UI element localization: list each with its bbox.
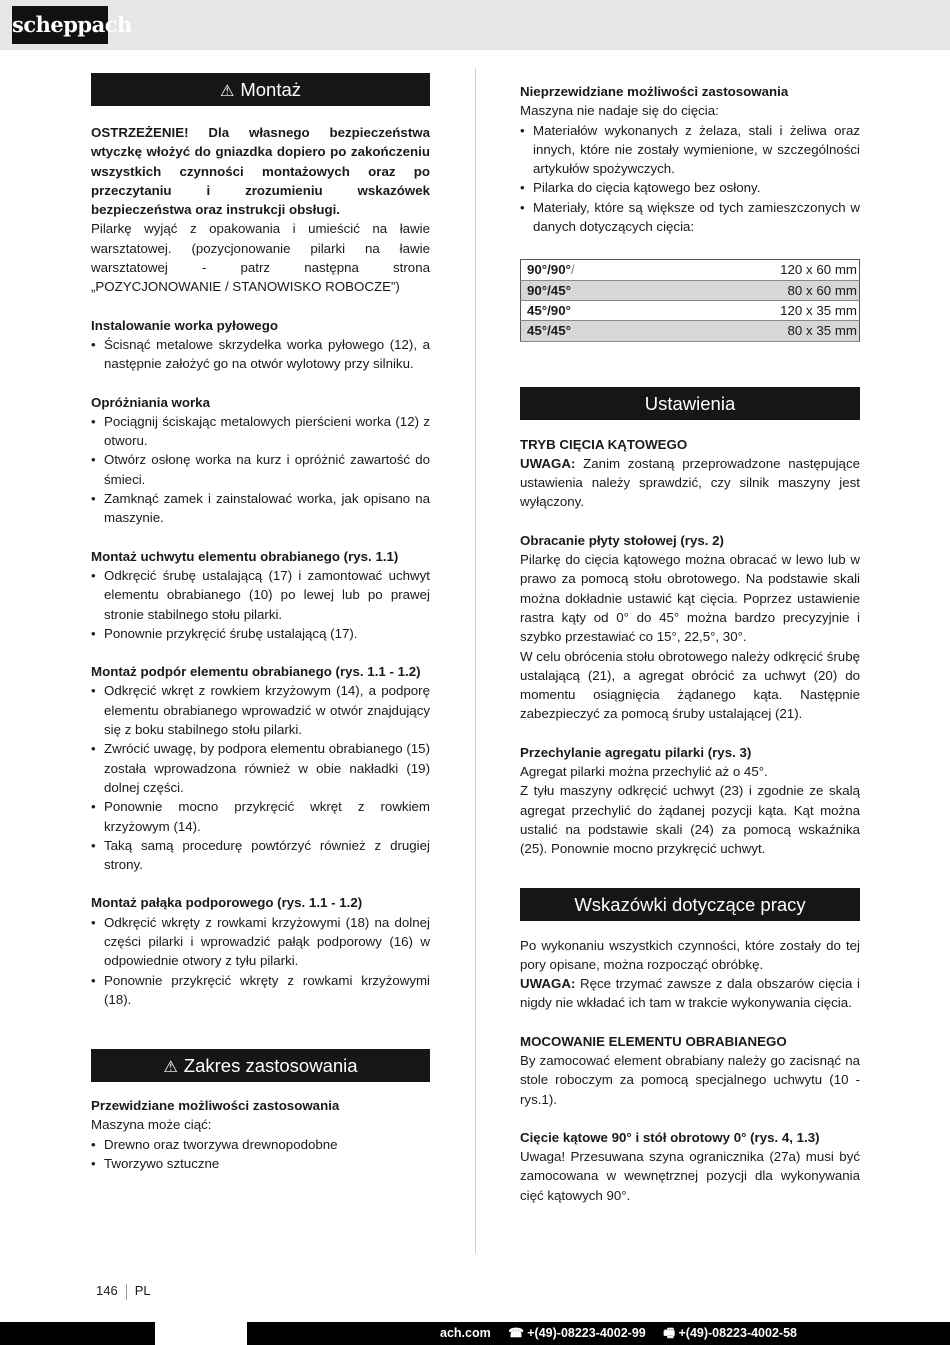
list-palak	[91, 913, 430, 1009]
table-cell: 90°/45°	[521, 280, 655, 300]
subheading-nieprzewidziane: Nieprzewidziane możliwości zastosowania	[520, 84, 789, 99]
intro-paragraph: Pilarkę wyjąć z opakowania i umieścić na ławie warsztatowej. (pozycjonowanie pilarki na ławie warsztatowej - patrz następna strona „POZYCJONOWANIE / STANOWISKO ROBOCZE”)	[91, 221, 430, 295]
subheading-przechylanie: Przechylanie agregatu pilarki (rys. 3)	[520, 744, 752, 760]
section-header-ustawienia	[520, 387, 860, 420]
list-item: • Taką samą procedurę powtórzyć również z drugiej strony.	[91, 836, 430, 875]
contact-info	[440, 1322, 811, 1345]
brand-logo: scheppach	[12, 6, 108, 44]
bottom-bar-white-block	[155, 1322, 247, 1345]
warning-text: OSTRZEŻENIE! Dla własnego bezpieczeństwa wtyczkę włożyć do gniazdka dopiero po zakończeniu wszystkich czynności montażowych oraz po przeczytaniu i zrozumieniu wskazówek bezpieczeństwa oraz instrukcji obsługi.	[91, 125, 430, 218]
list-item: • Odkręcić wkręt z rowkiem krzyżowym (14), a podporę elementu obrabianego wprowadzić w otwór znajdujący się z boku stabilnego stołu pilarki.	[91, 681, 430, 739]
cutting-capacity-table	[520, 259, 860, 341]
subheading-worek: Instalowanie worka pyłowego	[91, 317, 278, 333]
subheading-oproznianie: Opróżniania worka	[91, 394, 210, 410]
top-bar	[0, 0, 950, 50]
table-cell: 80 x 60 mm	[655, 280, 860, 300]
angle-value: 90°/90°	[527, 262, 571, 278]
left-column	[91, 73, 430, 1173]
table-cell	[521, 260, 655, 280]
column-divider	[475, 68, 476, 1253]
section-title: Wskazówki dotyczące pracy	[574, 893, 806, 915]
list-item: • Odkręcić wkręty z rowkami krzyżowymi (18) na dolnej części pilarki i wprowadzić pałąk podporowy (16) w odpowiednie otwory z tyłu pilarki.	[91, 913, 430, 971]
note-label: UWAGA:	[520, 455, 576, 471]
paragraph: Maszyna może ciąć:	[91, 1117, 212, 1133]
note-text: Zanim zostaną przeprowadzone następujące ustawienia należy sprawdzić, czy silnik maszyny jest wyłączony.	[520, 455, 860, 510]
fax-text: 🖷 +(49)-08223-4002-58	[663, 1326, 797, 1340]
table-cell: 120 x 60 mm	[655, 260, 860, 280]
website-text: ach.com	[440, 1326, 491, 1340]
table-cell: 45°/90°	[521, 300, 655, 320]
list-item: • Ścisnąć metalowe skrzydełka worka pyłowego (12), a następnie założyć go na otwór wylotowy przy silniku.	[91, 335, 430, 374]
table-cell: 120 x 35 mm	[655, 300, 860, 320]
page-footer	[96, 1281, 151, 1300]
paragraph: By zamocować element obrabiany należy go zacisnąć na stole roboczym za pomocą specjalnego uchwytu (10 - rys.1).	[520, 1052, 860, 1107]
list-oproznianie	[91, 412, 430, 528]
footer-separator	[126, 1284, 127, 1300]
warning-triangle-icon: ⚠	[219, 83, 235, 100]
list-item: • Materiałów wykonanych z żelaza, stali i żeliwa oraz innych, które nie zostały wymienione, w szczególności artykułów spożywczych.	[520, 121, 860, 179]
table-row	[521, 260, 860, 280]
paragraph: Po wykonaniu wszystkich czynności, które zostały do tej pory opisane, można rozpocząć obróbkę.	[520, 937, 860, 972]
table-row	[521, 280, 860, 300]
bottom-bar	[0, 1322, 950, 1345]
subheading-mocowanie: MOCOWANIE ELEMENTU OBRABIANEGO	[520, 1033, 787, 1049]
angle-suffix: /	[570, 262, 575, 278]
list-item: • Pociągnij ściskając metalowych pierścieni worka (12) z otworu.	[91, 412, 430, 451]
section-title: Ustawienia	[644, 392, 736, 414]
page-number: 146	[96, 1283, 118, 1298]
subheading-ciecie: Cięcie kątowe 90° i stół obrotowy 0° (rys. 4, 1.3)	[520, 1129, 820, 1145]
list-item: • Ponownie przykręcić wkręty z rowkami krzyżowymi (18).	[91, 971, 430, 1010]
paragraph	[520, 974, 860, 1013]
subheading-podpory: Montaż podpór elementu obrabianego (rys. 1.1 - 1.2)	[91, 664, 421, 680]
subheading-przewidziane: Przewidziane możliwości zastosowania	[91, 1098, 340, 1114]
list-item: • Odkręcić śrubę ustalającą (17) i zamontować uchwyt elementu obrabianego (10) po lewej lub po prawej stronie stabilnego stołu pilarki.	[91, 566, 430, 624]
paragraph: Uwaga! Przesuwana szyna ogranicznika (27a) musi być zamocowana w wewnętrznej pozycji dla wykonywania cięć kątowych 90°.	[520, 1149, 860, 1203]
list-podpory	[91, 681, 430, 874]
subheading-uchwyt: Montaż uchwytu elementu obrabianego (rys. 1.1)	[91, 548, 399, 564]
list-item: • Otwórz osłonę worka na kurz i opróżnić zawartość do śmieci.	[91, 450, 430, 489]
note-text: Ręce trzymać zawsze z dala obszarów cięcia i nigdy nie wkładać ich tam w trakcie wykonywania cięcia.	[520, 976, 860, 1011]
table-row	[521, 300, 860, 320]
list-uchwyt	[91, 566, 430, 643]
paragraph: Pilarkę do cięcia kątowego można obracać w lewo lub w prawo za pomocą stołu obrotowego. Na podstawie skali można dokładnie ustawić kąt cięcia. Poprzez ustawienie rastra kąty od 0° do 45° można bardzo precyzyjnie i szybko przestawiać co 15°, 22,5°, 30°.	[520, 552, 860, 645]
warning-triangle-icon: ⚠	[163, 1059, 178, 1077]
phone-text: ☎ +(49)-08223-4002-99	[508, 1326, 646, 1340]
list-zakres	[91, 1135, 430, 1174]
section-title: Zakres zastosowania	[183, 1055, 358, 1077]
table-cell: 80 x 35 mm	[655, 321, 860, 341]
list-item: • Ponownie mocno przykręcić wkręt z rowkiem krzyżowym (14).	[91, 797, 430, 836]
paragraph: Maszyna nie nadaje się do cięcia:	[520, 103, 719, 119]
section-header-wskazowki	[520, 888, 860, 921]
list-worek	[91, 335, 430, 374]
subheading-obracanie: Obracanie płyty stołowej (rys. 2)	[520, 532, 724, 548]
table-cell: 45°/45°	[521, 321, 655, 341]
note-label: UWAGA:	[520, 976, 576, 992]
section-header-montaz	[91, 73, 430, 106]
section-header-zakres	[91, 1049, 430, 1082]
subheading-palak: Montaż pałąka podporowego (rys. 1.1 - 1.2)	[91, 895, 363, 911]
list-item: • Drewno oraz tworzywa drewnopodobne	[91, 1135, 430, 1154]
paragraph	[520, 454, 860, 512]
list-item: • Materiały, które są większe od tych zamieszczonych w danych dotyczących cięcia:	[520, 198, 860, 237]
list-item: • Tworzywo sztuczne	[91, 1154, 430, 1173]
subheading-tryb: TRYB CIĘCIA KĄTOWEGO	[520, 436, 688, 452]
paragraph: W celu obrócenia stołu obrotowego należy odkręcić śrubę ustalającą (21), a agregat obrócić za uchwyt (20) do momentu osiągnięcia żądanego kąta. Następnie zabezpieczyć za pomocą śruby ustalającej (21).	[520, 648, 860, 722]
list-nieprzewidziane	[520, 121, 860, 237]
list-item: • Zamknąć zamek i zainstalować worka, jak opisano na maszynie.	[91, 489, 430, 528]
table-row	[521, 321, 860, 341]
paragraph: Agregat pilarki można przechylić aż o 45°.	[520, 764, 768, 780]
paragraph: Z tyłu maszyny odkręcić uchwyt (23) i zgodnie ze skalą agregat przechylić do żądanej pozycji kąta. Kąt można ustalić na podstawie skali (24) za pomocą wskaźnika (25). Ponownie mocno przykręcić uchwyt.	[520, 783, 860, 857]
list-item: • Zwrócić uwagę, by podpora elementu obrabianego (15) została wprowadzona również w obie nakładki (19) dolnej części.	[91, 739, 430, 797]
section-title: Montaż	[240, 79, 301, 100]
list-item: • Ponownie przykręcić śrubę ustalającą (17).	[91, 624, 430, 643]
list-item: • Pilarka do cięcia kątowego bez osłony.	[520, 178, 860, 197]
language-code: PL	[134, 1283, 151, 1298]
right-column	[520, 82, 860, 1205]
